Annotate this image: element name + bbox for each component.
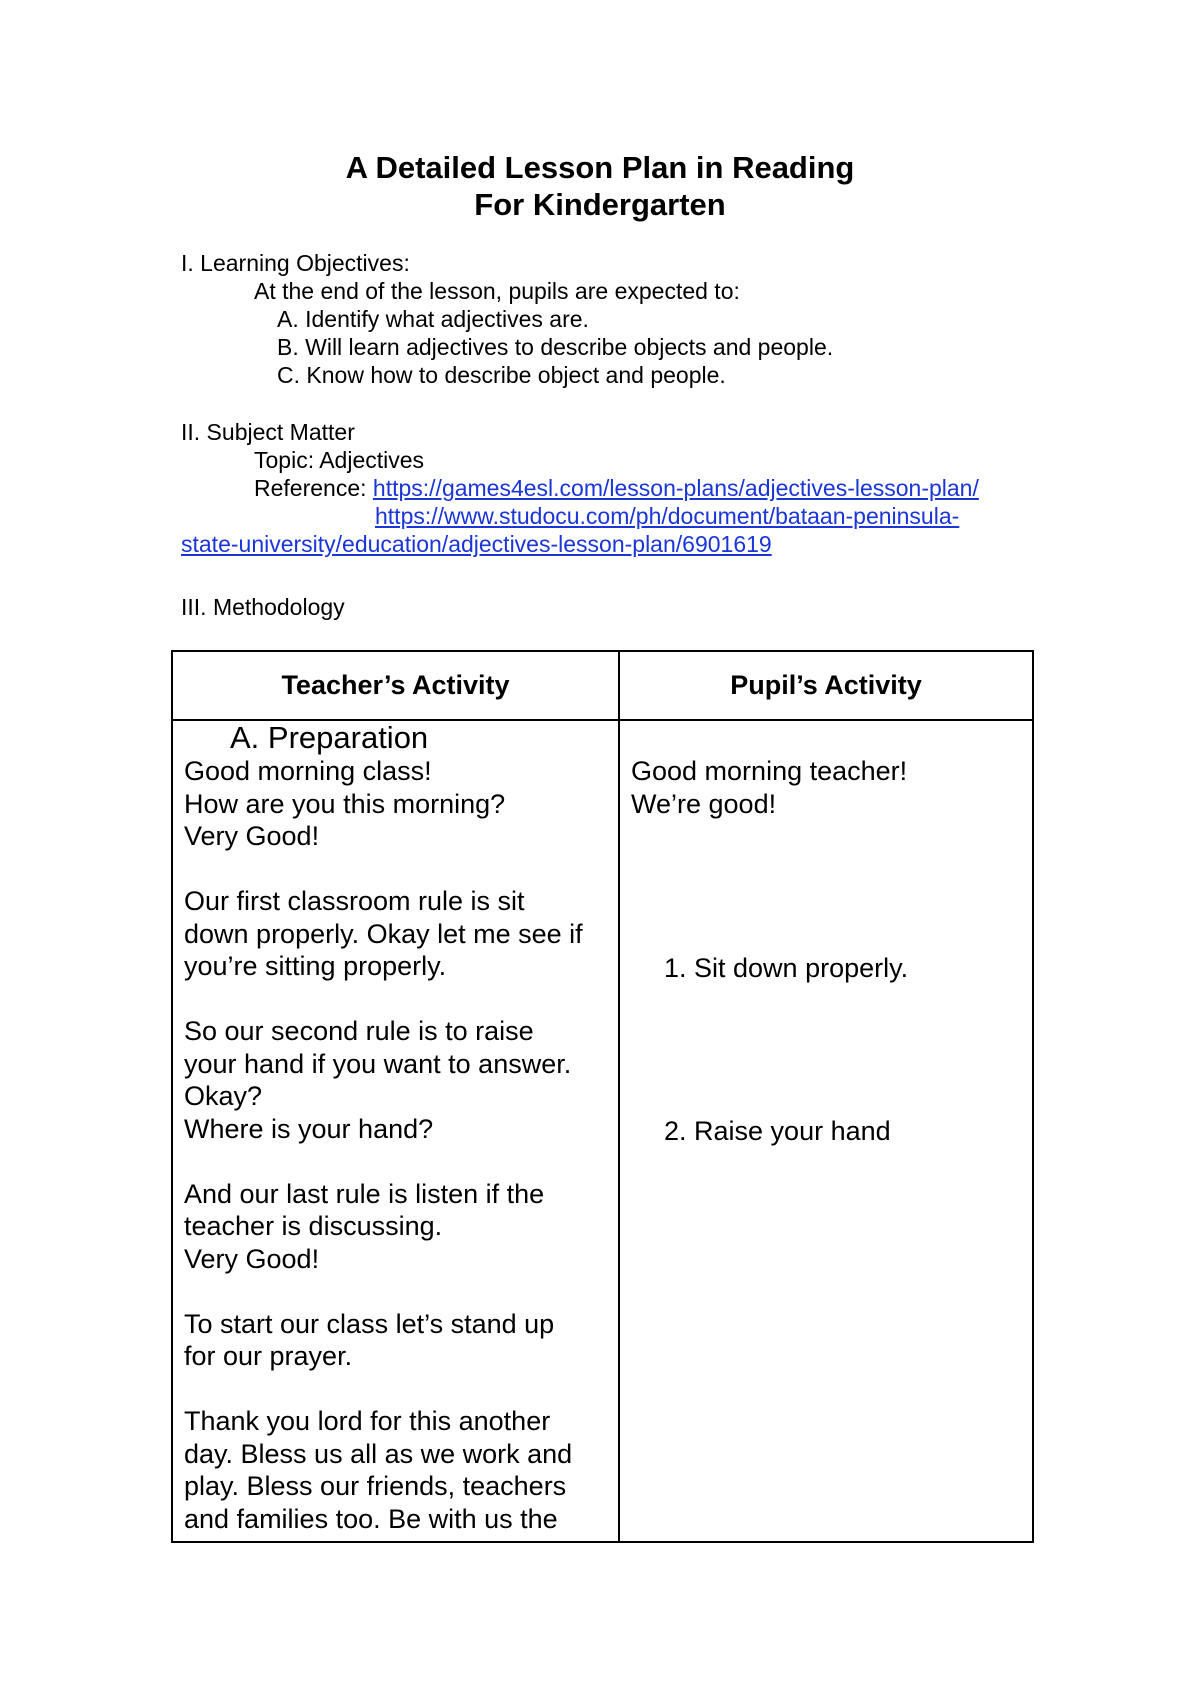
reference-line	[254, 475, 979, 502]
pupil-item-2: 2. Raise your hand	[664, 1116, 891, 1146]
teacher-line: Very Good!	[184, 1243, 320, 1274]
teacher-line: Very Good!	[184, 821, 320, 851]
teacher-line: for our prayer.	[184, 1341, 353, 1371]
methodology-table	[171, 650, 1034, 1543]
teacher-paragraph	[184, 1178, 618, 1276]
objective-item-a: A. Identify what adjectives are.	[277, 306, 589, 332]
teacher-line: you’re sitting properly.	[184, 951, 447, 981]
teacher-line: teacher is discussing.	[184, 1211, 443, 1241]
pupil-line: Good morning teacher!	[631, 756, 908, 786]
teacher-line: Thank you lord for this another	[184, 1406, 551, 1436]
objective-item-c: C. Know how to describe object and people.	[277, 362, 726, 388]
teacher-paragraph	[184, 885, 618, 983]
teacher-line: Okay?	[184, 1081, 263, 1111]
pupil-line: We’re good!	[631, 788, 777, 819]
teacher-line: your hand if you want to answer.	[184, 1048, 572, 1079]
pupil-activity-header: Pupil’s Activity	[619, 651, 1033, 720]
objective-item-b: B. Will learn adjectives to describe objects and people.	[277, 334, 834, 360]
objectives-intro: At the end of the lesson, pupils are expected to:	[254, 278, 740, 304]
teacher-activity-cell	[172, 720, 619, 1542]
document-title: A Detailed Lesson Plan in Reading	[345, 150, 855, 185]
teacher-line: And our last rule is listen if the	[184, 1178, 545, 1209]
teacher-line: Good morning class!	[184, 756, 432, 786]
teacher-line: down properly. Okay let me see if	[184, 918, 583, 949]
section-title: A. Preparation	[230, 721, 429, 755]
teacher-line: and families too. Be with us the	[184, 1503, 558, 1534]
reference-link-studocu[interactable]: https://www.studocu.com/ph/document/bataan-peninsula-	[375, 503, 960, 529]
teacher-line: Where is your hand?	[184, 1113, 434, 1144]
teacher-paragraph	[184, 755, 618, 853]
teacher-line: To start our class let’s stand up	[184, 1308, 555, 1339]
reference-label: Reference:	[254, 475, 373, 501]
teacher-line: play. Bless our friends, teachers	[184, 1471, 567, 1501]
teacher-line: day. Bless us all as we work and	[184, 1438, 573, 1469]
teacher-paragraph	[184, 1308, 618, 1373]
topic-line: Topic: Adjectives	[254, 447, 425, 473]
teacher-paragraph	[184, 1405, 618, 1535]
teacher-line: How are you this morning?	[184, 788, 506, 819]
pupil-activity-cell	[619, 720, 1033, 1542]
pupil-item-1: 1. Sit down properly.	[664, 953, 909, 983]
reference-link-studocu-continued[interactable]: state-university/education/adjectives-lesson-plan/6901619	[181, 531, 772, 557]
teacher-line: So our second rule is to raise	[184, 1016, 534, 1046]
teacher-line: Our first classroom rule is sit	[184, 886, 525, 916]
methodology-heading: III. Methodology	[181, 594, 345, 620]
teacher-activity-header: Teacher’s Activity	[172, 651, 619, 720]
subject-matter-heading: II. Subject Matter	[181, 419, 355, 445]
document-subtitle: For Kindergarten	[474, 187, 726, 222]
teacher-paragraph	[184, 1015, 618, 1145]
reference-link-games4esl[interactable]: https://games4esl.com/lesson-plans/adjectives-lesson-plan/	[372, 475, 979, 501]
objectives-heading: I. Learning Objectives:	[181, 250, 410, 276]
